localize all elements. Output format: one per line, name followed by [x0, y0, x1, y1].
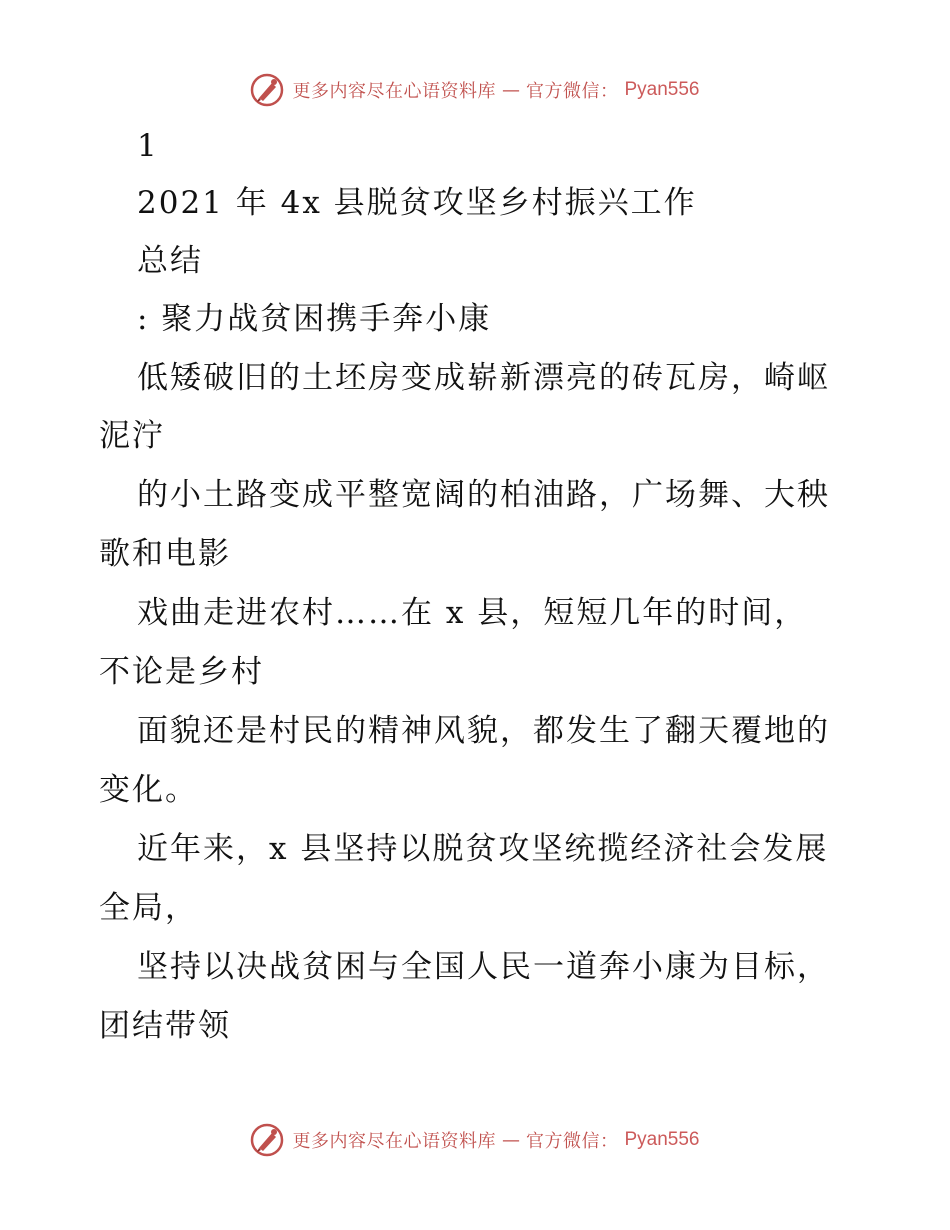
title-line-1: 2021 年 4x 县脱贫攻坚乡村振兴工作	[137, 185, 697, 221]
body-line: 的小土路变成平整宽阔的柏油路，广场舞、大秧	[137, 477, 830, 513]
body-line: 面貌还是村民的精神风貌，都发生了翻天覆地的	[137, 713, 830, 749]
watermark-separator: —	[501, 79, 520, 101]
title-line-2: 总结	[137, 243, 203, 279]
body-line: 团结带领	[99, 1008, 231, 1044]
body-line: 不论是乡村	[99, 654, 264, 690]
body-line: 全局，	[99, 890, 198, 926]
body-line: 坚持以决战贫困与全国人民一道奔小康为目标，	[137, 949, 830, 985]
body-line: 戏曲走进农村……在 x 县，短短几年的时间，	[137, 595, 808, 631]
footer-watermark	[0, 1120, 950, 1160]
body-line: 泥泞	[99, 418, 165, 454]
watermark-handle: Pyan556	[624, 79, 700, 100]
watermark-handle: Pyan556	[624, 1129, 700, 1150]
watermark-text: 更多内容尽在心语资料库	[292, 1131, 496, 1152]
pen-logo-icon	[250, 1123, 284, 1157]
body-line: 低矮破旧的土坯房变成崭新漂亮的砖瓦房，崎岖	[137, 360, 830, 396]
watermark-wechat-label: 官方微信：	[525, 1131, 619, 1152]
body-line: 歌和电影	[99, 536, 231, 572]
page-number: 1	[137, 128, 159, 164]
body-line: 近年来，x 县坚持以脱贫攻坚统揽经济社会发展	[137, 831, 829, 867]
watermark-separator: —	[501, 1129, 520, 1151]
subtitle: : 聚力战贫困携手奔小康	[137, 301, 492, 337]
watermark-wechat-label: 官方微信：	[525, 81, 619, 102]
watermark-text: 更多内容尽在心语资料库	[292, 81, 496, 102]
body-line: 变化。	[99, 772, 198, 808]
